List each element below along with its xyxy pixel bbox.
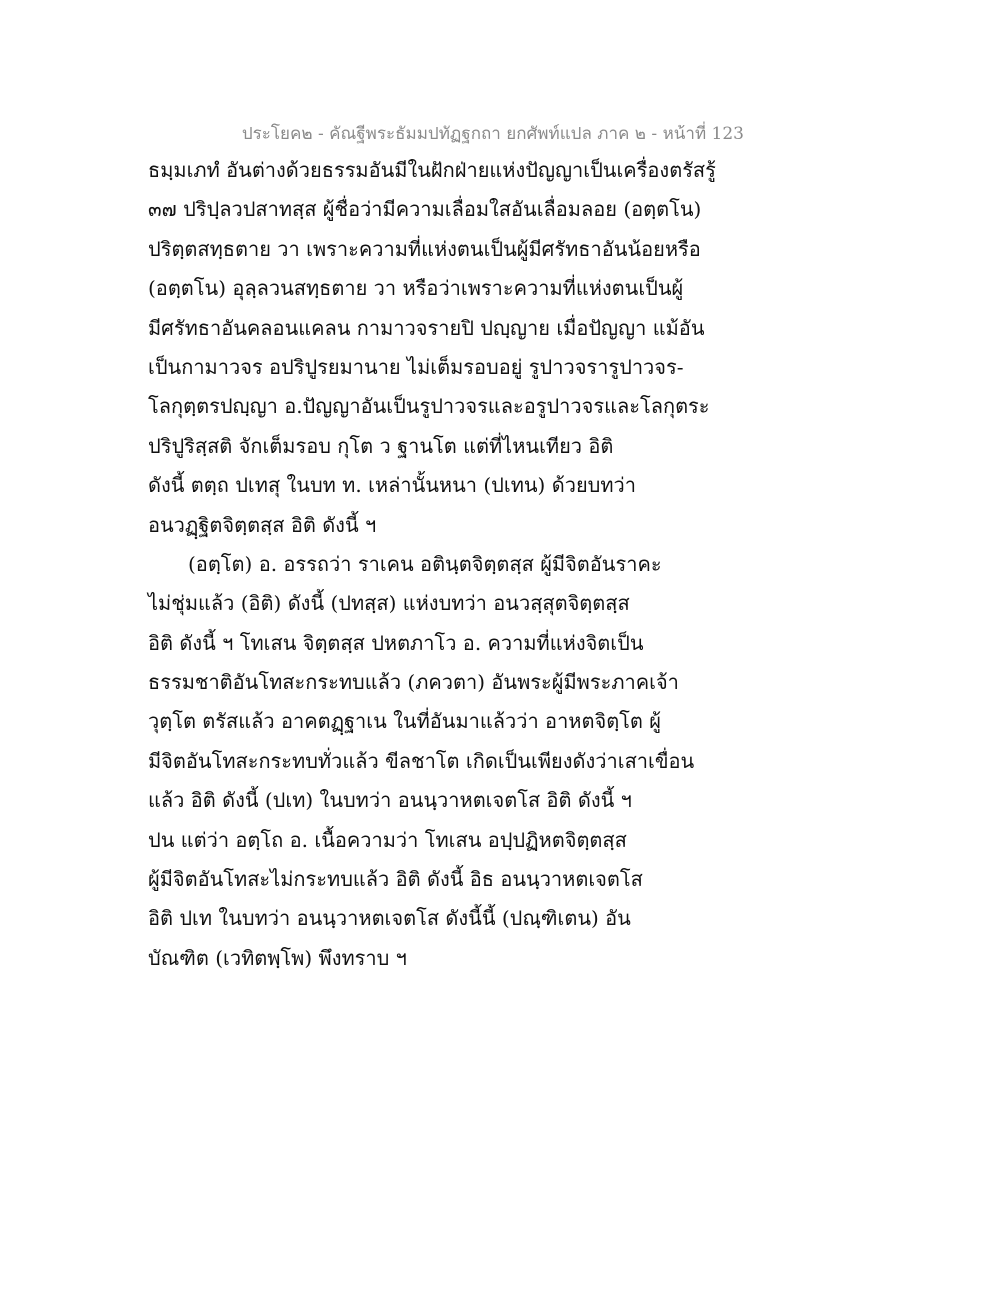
paragraph-first-line: (อตฺโต) อ. อรรถว่า ราเคน อตินฺตจิตฺตสฺส ผู้มีจิตอันราคะ <box>188 551 662 576</box>
text-line: ปริตฺตสทฺธตาย วา เพราะความที่แห่งตนเป็นผู้มีศรัทธาอันน้อยหรือ <box>148 236 701 261</box>
text-line: มีจิตอันโทสะกระทบทั่วแล้ว ขีลชาโต เกิดเป็นเพียงดังว่าเสาเขื่อน <box>148 748 695 773</box>
text-line: โลกุตฺตรปญฺญา อ.ปัญญาอันเป็นรูปาวจรและอรูปาวจรและโลกุตระ <box>148 394 710 419</box>
text-line: แล้ว อิติ ดังนี้ (ปเท) ในบทว่า อนนฺวาหตเจตโส อิติ ดังนี้ ฯ <box>148 788 632 813</box>
text-line: ไม่ชุ่มแล้ว (อิติ) ดังนี้ (ปทสฺส) แห่งบทว่า อนวสฺสุตจิตฺตสฺส <box>148 591 630 616</box>
text-line: บัณฑิต (เวทิตพฺโพ) พึงทราบ ฯ <box>148 945 407 970</box>
text-line: (อตฺตโน) อุลฺลวนสทฺธตาย วา หรือว่าเพราะความที่แห่งตนเป็นผู้ <box>148 276 684 301</box>
text-line: อนวฏฺฐิตจิตฺตสฺส อิติ ดังนี้ ฯ <box>148 512 377 537</box>
text-line: ธมฺมเภทํ อันต่างด้วยธรรมอันมีในฝักฝ่ายแห่งปัญญาเป็นเครื่องตรัสรู้ <box>148 158 716 182</box>
text-line: อิติ ปเท ในบทว่า อนนฺวาหตเจตโส ดังนี้นี้ (ปณฺฑิเตน) อัน <box>148 906 631 931</box>
running-header: ประโยค๒ - คัณฐีพระธัมมปทัฏฐกถา ยกศัพท์แปล ภาค ๒ - หน้าที่ 123 <box>241 124 744 144</box>
text-line: วุตฺโต ตรัสแล้ว อาคตฏฺฐาเน ในที่อันมาแล้วว่า อาหตจิตฺโต ผู้ <box>148 709 661 734</box>
text-line: ปน แต่ว่า อตฺโถ อ. เนื้อความว่า โทเสน อปฺปฏิหตจิตฺตสฺส <box>148 827 627 852</box>
text-line: ผู้มีจิตอันโทสะไม่กระทบแล้ว อิติ ดังนี้ อิธ อนนฺวาหตเจตโส <box>148 867 643 892</box>
text-line: มีศรัทธาอันคลอนแคลน กามาวจรายปิ ปญฺญาย เมื่อปัญญา แม้อัน <box>148 315 705 340</box>
text-line: อิติ ดังนี้ ฯ โทเสน จิตฺตสฺส ปหตภาโว อ. ความที่แห่งจิตเป็น <box>148 630 644 655</box>
text-line: ดังนี้ ตตฺถ ปเทสุ ในบท ท. เหล่านั้นหนา (ปเทน) ด้วยบทว่า <box>148 473 636 498</box>
body-text <box>148 151 716 978</box>
text-line: ปริปูริสฺสติ จักเต็มรอบ กุโต ว ฐานโต แต่ที่ไหนเทียว อิติ <box>148 433 614 458</box>
text-line: ๓๗ ปริปฺลวปสาทสฺส ผู้ชื่อว่ามีความเลื่อมใสอันเลื่อมลอย (อตฺตโน) <box>148 197 702 222</box>
text-line: ธรรมชาติอันโทสะกระทบแล้ว (ภควตา) อันพระผู้มีพระภาคเจ้า <box>148 670 679 695</box>
text-line: เป็นกามาวจร อปริปูรยมานาย ไม่เต็มรอบอยู่ รูปาวจรารูปาวจร- <box>148 354 684 379</box>
